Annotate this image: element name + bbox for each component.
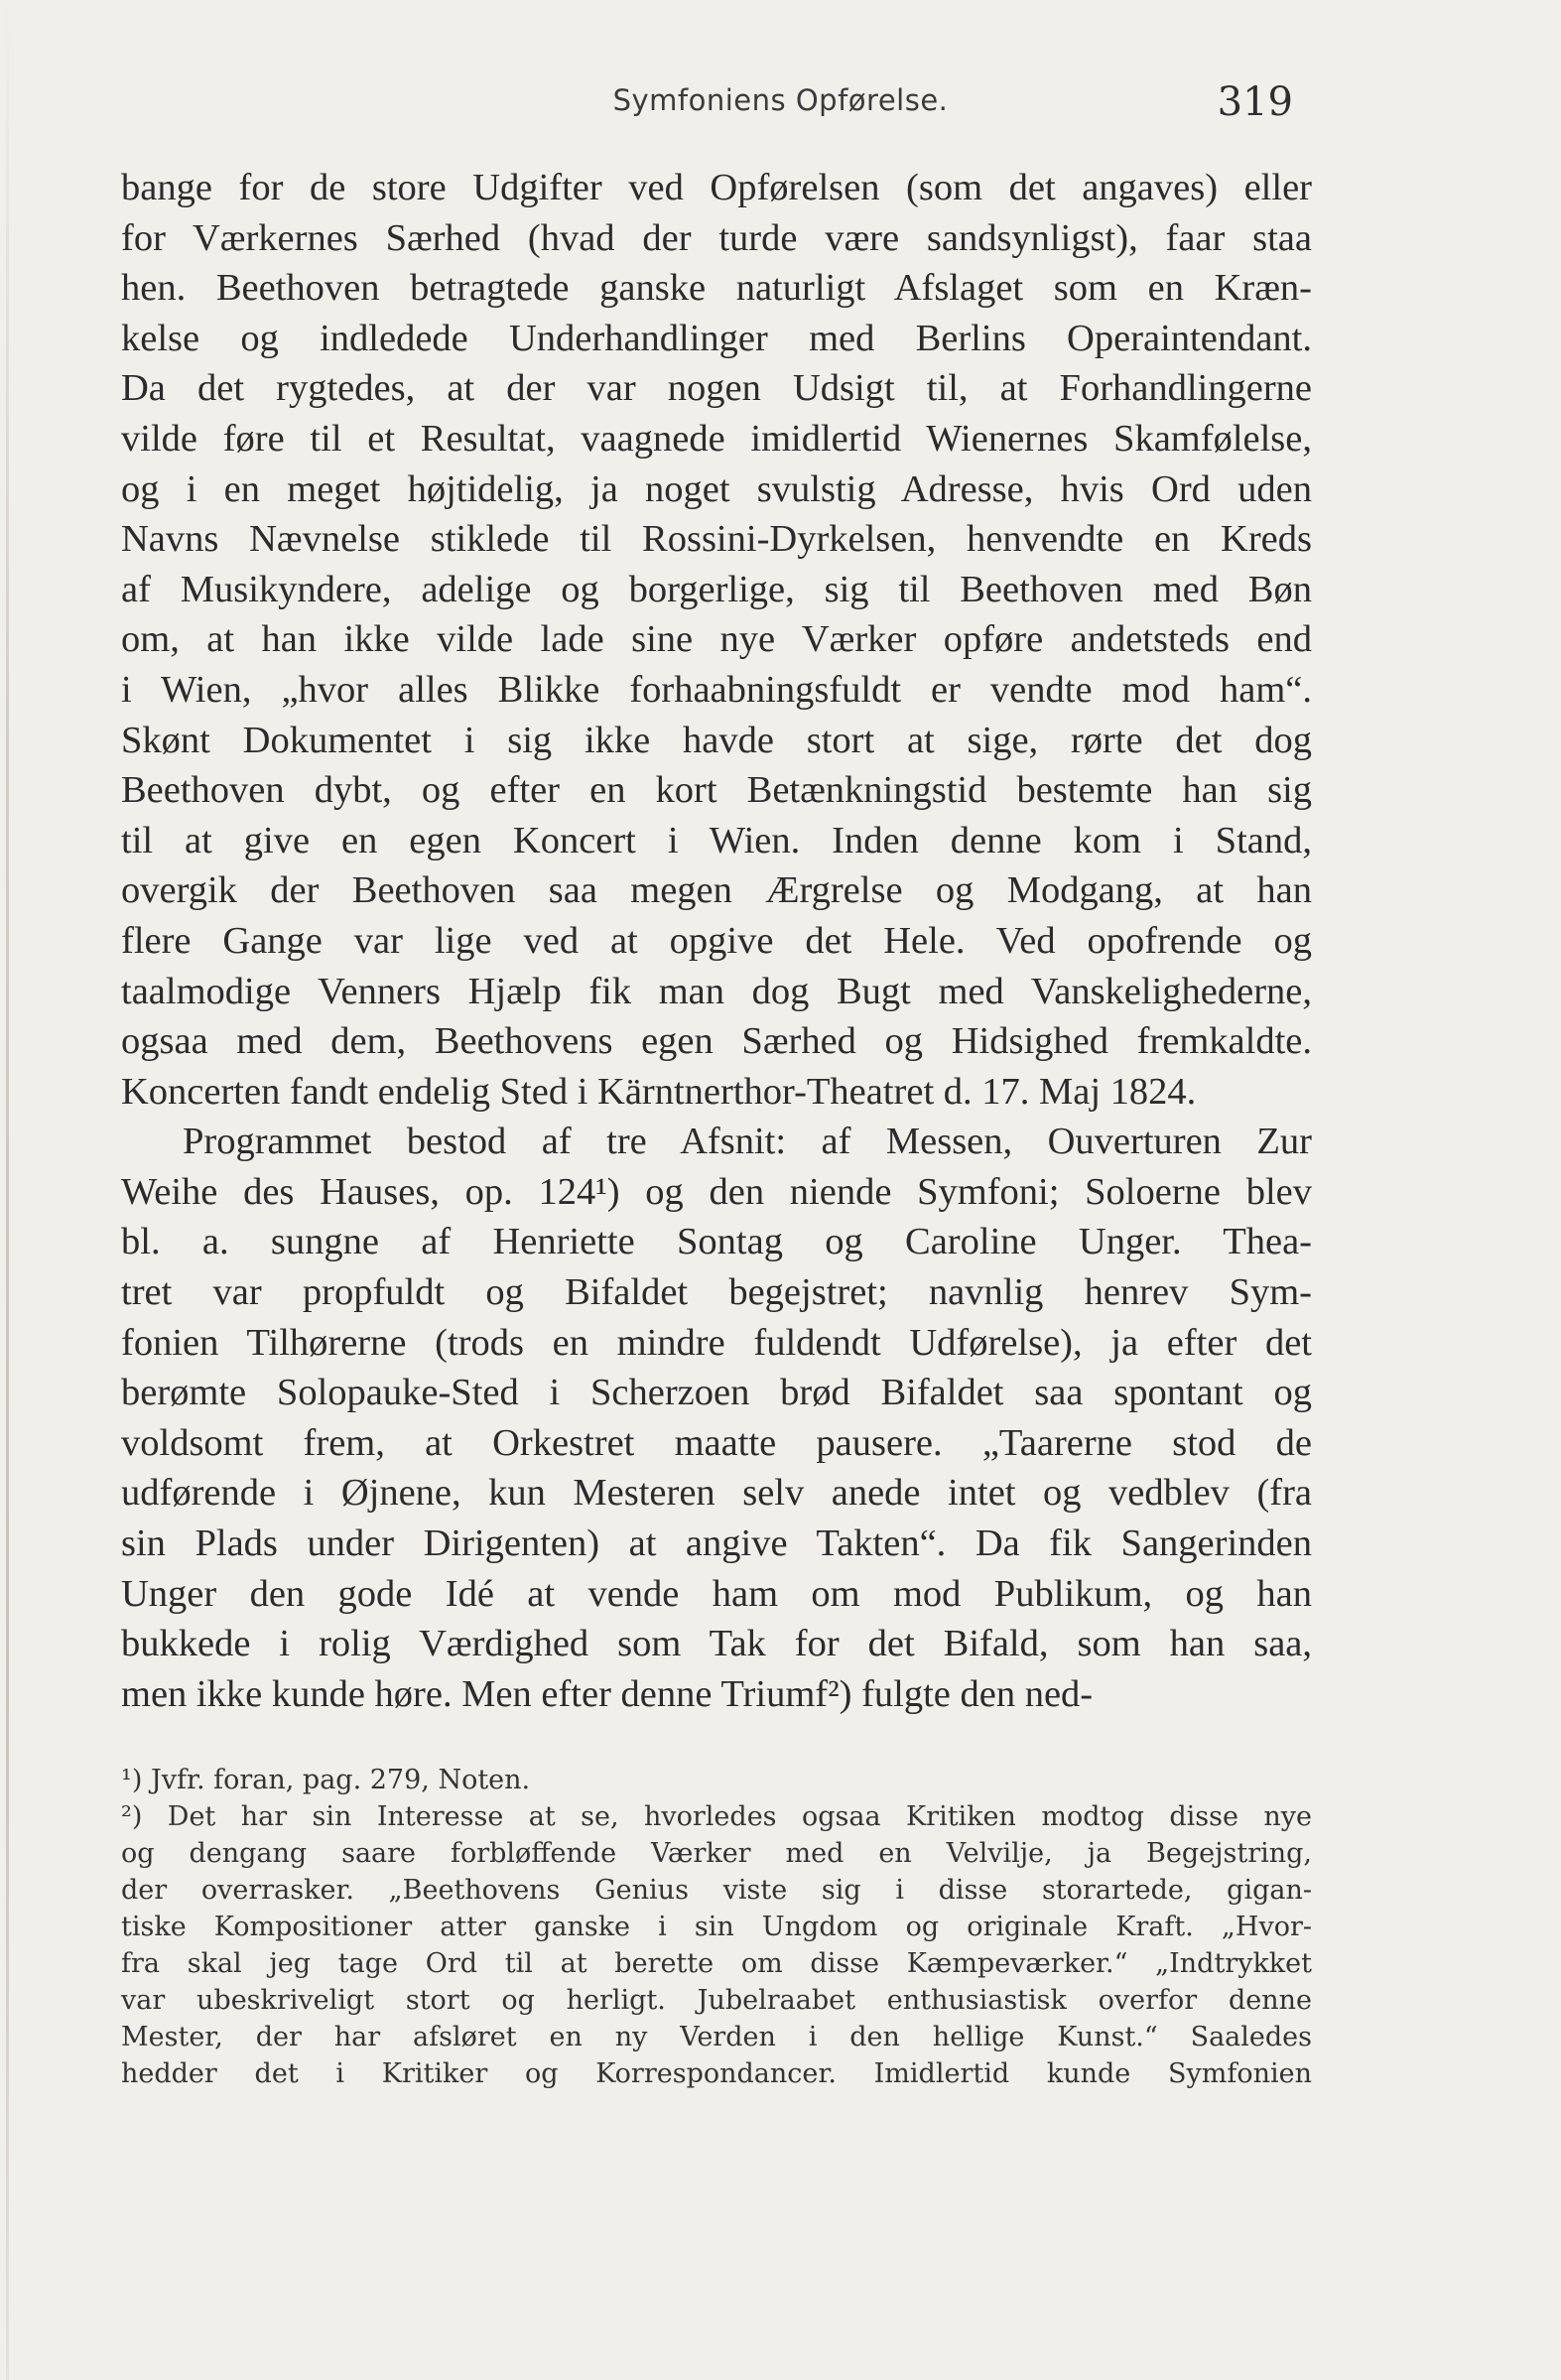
body-line: bukkede i rolig Værdighed som Tak for det Bifald, som han saa, [121, 1623, 1312, 1665]
footnote-line: og dengang saare forbløffende Værker med en Velvilje, ja Begejstring, [121, 1838, 1312, 1869]
body-line: berømte Solopauke-Sted i Scherzoen brød Bifaldet saa spontant og [121, 1372, 1312, 1414]
body-line: sin Plads under Dirigenten) at angive Takten“. Da fik Sangerinden [121, 1522, 1312, 1565]
body-line: for Værkernes Særhed (hvad der turde være sandsynligst), faar staa [121, 216, 1312, 259]
body-line: Unger den gode Idé at vende ham om mod Publikum, og han [121, 1572, 1312, 1615]
footnote-line: ¹) Jvfr. foran, pag. 279, Noten. [121, 1765, 531, 1795]
footnote-line: tiske Kompositioner atter ganske i sin Ungdom og originale Kraft. „Hvor- [121, 1912, 1312, 1942]
running-head [0, 79, 1561, 129]
body-line: taalmodige Venners Hjælp fik man dog Bugt med Vanskelighederne, [121, 970, 1312, 1012]
body-line: bange for de store Udgifter ved Opførelsen (som det angaves) eller [121, 167, 1312, 208]
body-text [121, 163, 1312, 1719]
body-line: fonien Tilhørerne (trods en mindre fuldendt Udførelse), ja efter det [121, 1321, 1312, 1364]
body-line: ogsaa med dem, Beethovens egen Særhed og Hidsighed fremkaldte. [121, 1020, 1312, 1063]
footnote-line: der overrasker. „Beethovens Genius viste sig i disse storartede, gigan- [121, 1875, 1312, 1906]
footnotes [121, 1762, 1312, 2092]
body-line: flere Gange var lige ved at opgive det Hele. Ved opofrende og [121, 919, 1312, 962]
running-title: Symfoniens Opførelse. [612, 83, 949, 117]
body-line: vilde føre til et Resultat, vaagnede imidlertid Wienernes Skamfølelse, [121, 417, 1312, 460]
body-line: tret var propfuldt og Bifaldet begejstret; navnlig henrev Sym- [121, 1271, 1312, 1314]
body-line: Navns Nævnelse stiklede til Rossini-Dyrkelsen, henvendte en Kreds [121, 518, 1312, 561]
footnote-line: hedder det i Kritiker og Korrespondancer. Imidlertid kunde Symfonien [121, 2058, 1312, 2089]
body-line: Da det rygtedes, at der var nogen Udsigt til, at Forhandlingerne [121, 367, 1312, 410]
body-line: Koncerten fandt endelig Sted i Kärntnerthor-Theatret d. 17. Maj 1824. [121, 1070, 1197, 1113]
body-line: til at give en egen Koncert i Wien. Inden denne kom i Stand, [121, 819, 1312, 861]
footnote-line: fra skal jeg tage Ord til at berette om disse Kæmpeværker.“ „Indtrykket [121, 1948, 1312, 1979]
body-line: og i en meget højtidelig, ja noget svulstig Adresse, hvis Ord uden [121, 467, 1312, 510]
body-line: Skønt Dokumentet i sig ikke havde stort at sige, rørte det dog [121, 719, 1312, 761]
body-line: Programmet bestod af tre Afsnit: af Messen, Ouverturen Zur [183, 1121, 1312, 1163]
body-line: kelse og indledede Underhandlinger med Berlins Operaintendant. [121, 317, 1312, 359]
body-line: hen. Beethoven betragtede ganske naturligt Afslaget som en Kræn- [121, 267, 1312, 310]
body-line: Weihe des Hauses, op. 124¹) og den niende Symfoni; Soloerne blev [121, 1170, 1312, 1213]
body-line: voldsomt frem, at Orkestret maatte pausere. „Taarerne stod de [121, 1421, 1312, 1464]
footnote-line: Mester, der har afsløret en ny Verden i den hellige Kunst.“ Saaledes [121, 2022, 1312, 2052]
footnote-line: ²) Det har sin Interesse at se, hvorledes ogsaa Kritiken modtog disse nye [121, 1801, 1312, 1832]
page-binding-edge [6, 0, 9, 2380]
body-line: bl. a. sungne af Henriette Sontag og Caroline Unger. Thea- [121, 1221, 1312, 1263]
body-line: om, at han ikke vilde lade sine nye Værker opføre andetsteds end [121, 618, 1312, 661]
body-line: udførende i Øjnene, kun Mesteren selv anede intet og vedblev (fra [121, 1472, 1312, 1515]
page-number: 319 [1217, 79, 1293, 125]
body-line: i Wien, „hvor alles Blikke forhaabningsfuldt er vendte mod ham“. [121, 668, 1312, 711]
body-line: overgik der Beethoven saa megen Ærgrelse og Modgang, at han [121, 869, 1312, 912]
footnote-line: var ubeskriveligt stort og herligt. Jubelraabet enthusiastisk overfor denne [121, 1985, 1312, 2016]
body-line: af Musikyndere, adelige og borgerlige, sig til Beethoven med Bøn [121, 568, 1312, 610]
body-line: men ikke kunde høre. Men efter denne Triumf²) fulgte den ned- [121, 1672, 1094, 1715]
body-line: Beethoven dybt, og efter en kort Betænkningstid bestemte han sig [121, 769, 1312, 812]
